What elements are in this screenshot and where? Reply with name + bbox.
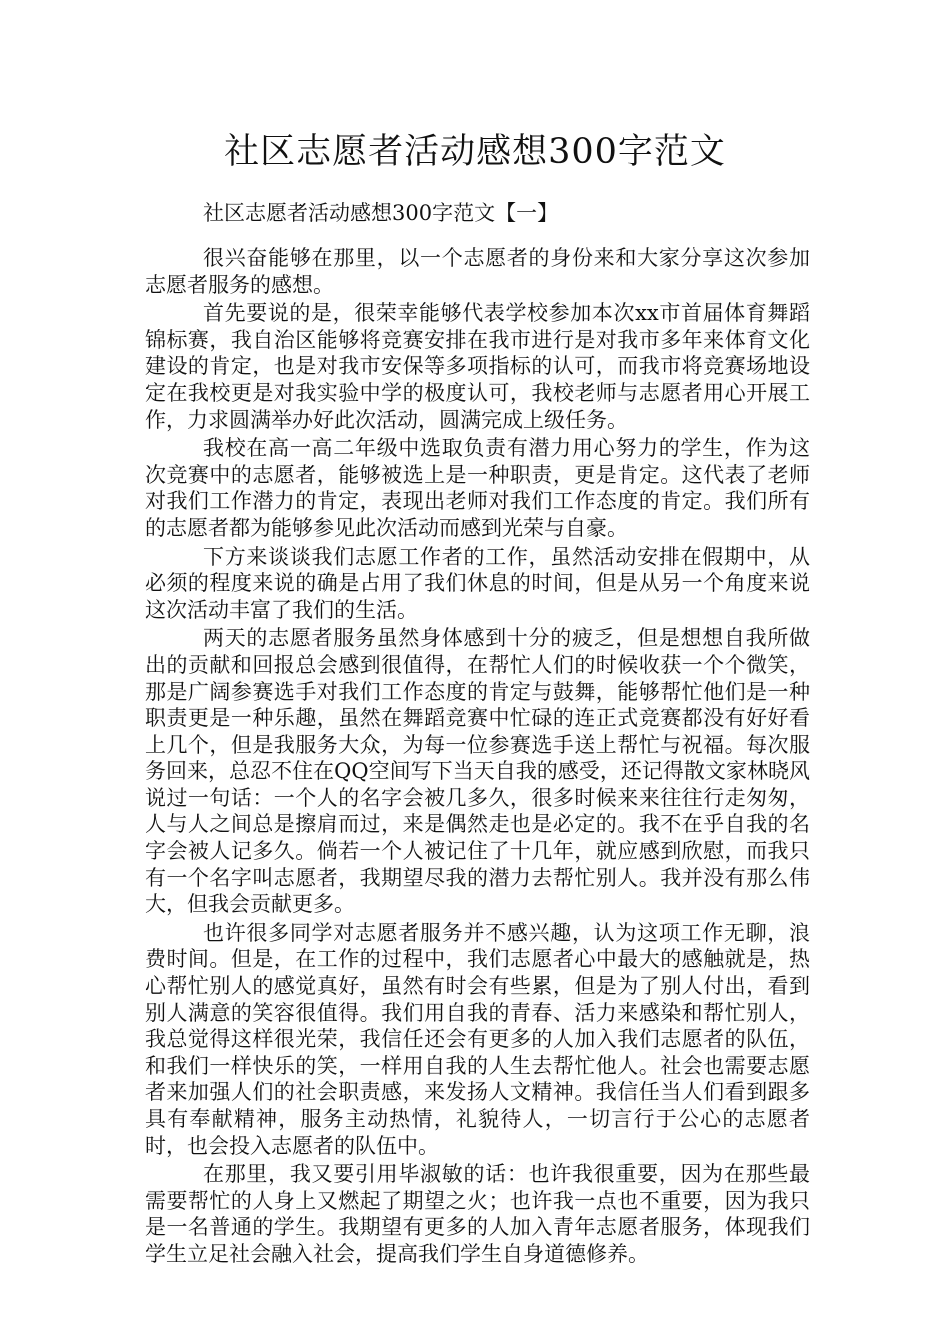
document-title: 社区志愿者活动感想300字范文	[224, 132, 726, 172]
paragraph-3: 我校在高一高二年级中选取负责有潜力用心努力的学生，作为这次竞赛中的志愿者，能够被选上是一种职责，更是肯定。这代表了老师对我们工作潜力的肯定，表现出老师对我们工作态度的肯定。我们所有的志愿者都为能够参见此次活动而感到光荣与自豪。	[145, 436, 810, 540]
paragraph-6: 也许很多同学对志愿者服务并不感兴趣，认为这项工作无聊，浪费时间。但是，在工作的过程中，我们志愿者心中最大的感触就是，热心帮忙别人的感觉真好，虽然有时会有些累，但是为了别人付出，看到别人满意的笑容很值得。我们用自我的青春、活力来感染和帮忙别人，我总觉得这样很光荣，我信任还会有更多的人加入我们志愿者的队伍，和我们一样快乐的笑，一样用自我的人生去帮忙他人。社会也需要志愿者来加强人们的社会职责感，来发扬人文精神。我信任当人们看到跟多具有奉献精神，服务主动热情，礼貌待人，一切言行于公心的志愿者时，也会投入志愿者的队伍中。	[145, 920, 810, 1158]
paragraph-7: 在那里，我又要引用毕淑敏的话：也许我很重要，因为在那些最需要帮忙的人身上又燃起了期望之火；也许我一点也不重要，因为我只是一名普通的学生。我期望有更多的人加入青年志愿者服务，体现我们学生立足社会融入社会，提高我们学生自身道德修养。	[145, 1162, 810, 1266]
section-subtitle: 社区志愿者活动感想300字范文【一】	[203, 201, 559, 225]
paragraph-4: 下方来谈谈我们志愿工作者的工作，虽然活动安排在假期中，从必须的程度来说的确是占用了我们休息的时间，但是从另一个角度来说这次活动丰富了我们的生活。	[145, 544, 810, 622]
paragraph-1: 很兴奋能够在那里，以一个志愿者的身份来和大家分享这次参加志愿者服务的感想。	[145, 246, 810, 297]
document-body	[145, 245, 810, 1268]
paragraph-2: 首先要说的是，很荣幸能够代表学校参加本次xx市首届体育舞蹈锦标赛，我自治区能够将竞赛安排在我市进行是对我市多年来体育文化建设的肯定，也是对我市安保等多项指标的认可，而我市将竞赛场地设定在我校更是对我实验中学的极度认可，我校老师与志愿者用心开展工作，力求圆满举办好此次活动，圆满完成上级任务。	[145, 301, 810, 432]
paragraph-5: 两天的志愿者服务虽然身体感到十分的疲乏，但是想想自我所做出的贡献和回报总会感到很值得，在帮忙人们的时候收获一个个微笑，那是广阔参赛选手对我们工作态度的肯定与鼓舞，能够帮忙他们是一种职责更是一种乐趣，虽然在舞蹈竞赛中忙碌的连正式竞赛都没有好好看上几个，但是我服务大众，为每一位参赛选手送上帮忙与祝福。每次服务回来，总忍不住在QQ空间写下当天自我的感受，还记得散文家林晓风说过一句话：一个人的名字会被几多久，很多时候来来往往行走匆匆，人与人之间总是擦肩而过，来是偶然走也是必定的。我不在乎自我的名字会被人记多久。倘若一个人被记住了十几年，就应感到欣慰，而我只有一个名字叫志愿者，我期望尽我的潜力去帮忙别人。我并没有那么伟大，但我会贡献更多。	[145, 626, 810, 917]
